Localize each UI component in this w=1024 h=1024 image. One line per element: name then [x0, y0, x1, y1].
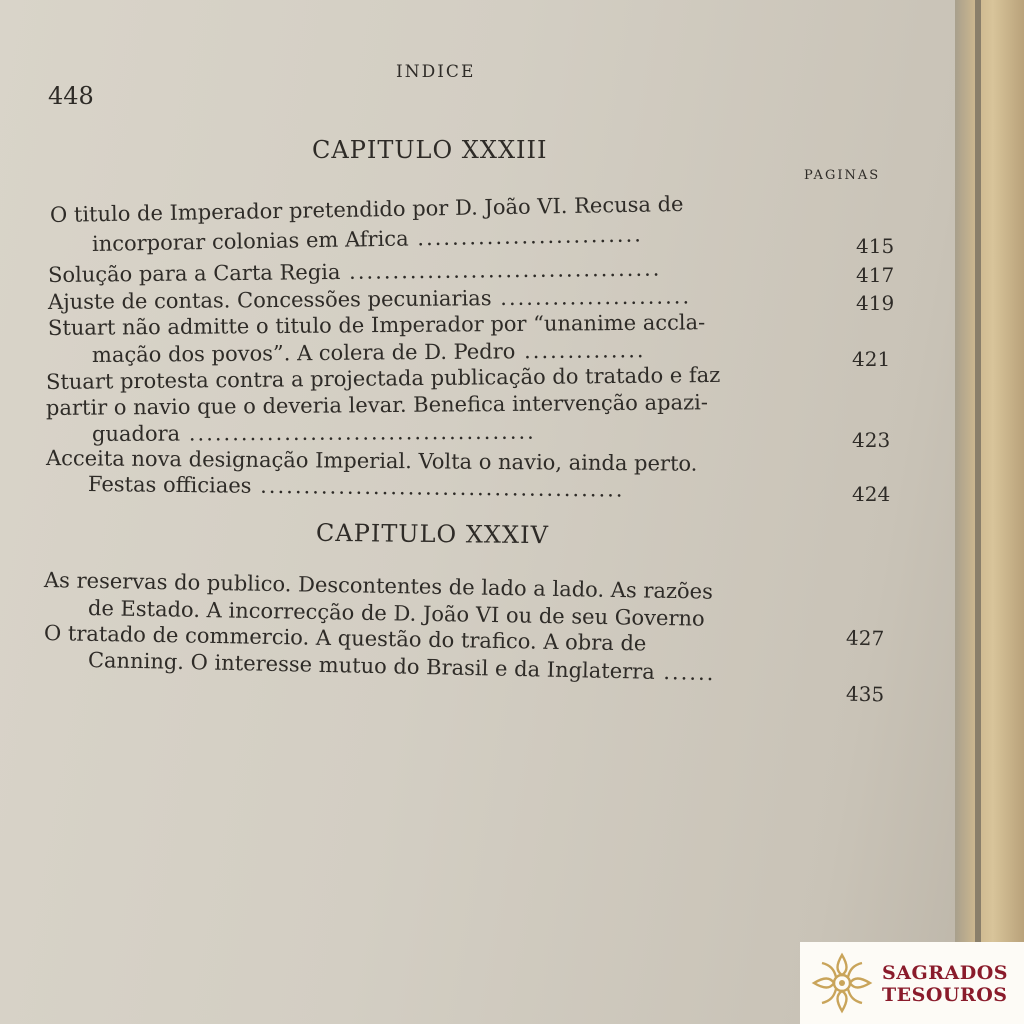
- toc-line: [92, 338, 646, 367]
- toc-line-text: guadora: [91, 421, 181, 446]
- toc-line-text: mação dos povos”. A colera de D. Pedro: [91, 339, 516, 367]
- toc-line-text: Festas officiaes: [87, 472, 252, 498]
- toc-page-number: 424: [852, 482, 891, 506]
- book-spine: [955, 0, 1024, 1024]
- toc-page-number: 419: [856, 291, 895, 315]
- toc-line: partir o navio que o deveria levar. Benefica intervenção apazi-: [45, 390, 709, 420]
- page-number: 448: [48, 82, 94, 110]
- toc-page-number: 423: [852, 428, 891, 452]
- leader-dots: ........................................: [180, 419, 536, 446]
- watermark-text: [882, 962, 1008, 1006]
- leader-dots: ......: [654, 659, 716, 686]
- toc-line-text: incorporar colonias em Africa: [91, 226, 409, 256]
- toc-page-number: 415: [856, 234, 895, 258]
- chapter-title: CAPITULO XXXIII: [312, 136, 548, 164]
- toc-line: O tratado de commercio. A questão do trafico. A obra de: [43, 621, 647, 656]
- leader-dots: ..........................: [408, 222, 644, 251]
- toc-line: de Estado. A incorrecção de D. João VI ou de seu Governo: [87, 596, 705, 631]
- toc-line: Stuart protesta contra a projectada publicação do tratado e faz: [45, 362, 721, 394]
- leader-dots: ..............: [515, 338, 646, 364]
- toc-line-text: Solução para a Carta Regia: [47, 259, 341, 287]
- toc-line: O titulo de Imperador pretendido por D. João VI. Recusa de: [49, 191, 684, 227]
- leader-dots: ....................................: [340, 256, 662, 284]
- running-title: INDICE: [396, 62, 476, 82]
- toc-line-text: Canning. O interesse mutuo do Brasil e da Inglaterra: [87, 648, 655, 684]
- toc-page-number: 421: [852, 347, 891, 371]
- watermark-line: SAGRADOS: [882, 962, 1008, 984]
- toc-line: [92, 420, 536, 446]
- toc-page-number: 417: [856, 263, 895, 287]
- leader-dots: ..........................................: [251, 473, 625, 502]
- toc-line: As reservas do publico. Descontentes de lado a lado. As razões: [43, 568, 714, 604]
- toc-line-text: Ajuste de contas. Concessões pecuniarias: [47, 286, 492, 314]
- toc-page-number: 427: [845, 625, 885, 651]
- chapter-title: CAPITULO XXXIV: [315, 518, 550, 550]
- toc-line: Acceita nova designação Imperial. Volta o navio, ainda perto.: [45, 446, 698, 476]
- page-edge-shadow: [975, 0, 981, 1024]
- toc-line: Stuart não admitte o titulo de Imperador por “unanime accla-: [47, 310, 706, 340]
- toc-page-number: 435: [845, 681, 885, 707]
- watermark-line: TESOUROS: [882, 984, 1008, 1006]
- ornament-logo-icon: [810, 951, 874, 1015]
- leader-dots: ......................: [491, 284, 692, 311]
- pages-column-label: PAGINAS: [804, 168, 881, 183]
